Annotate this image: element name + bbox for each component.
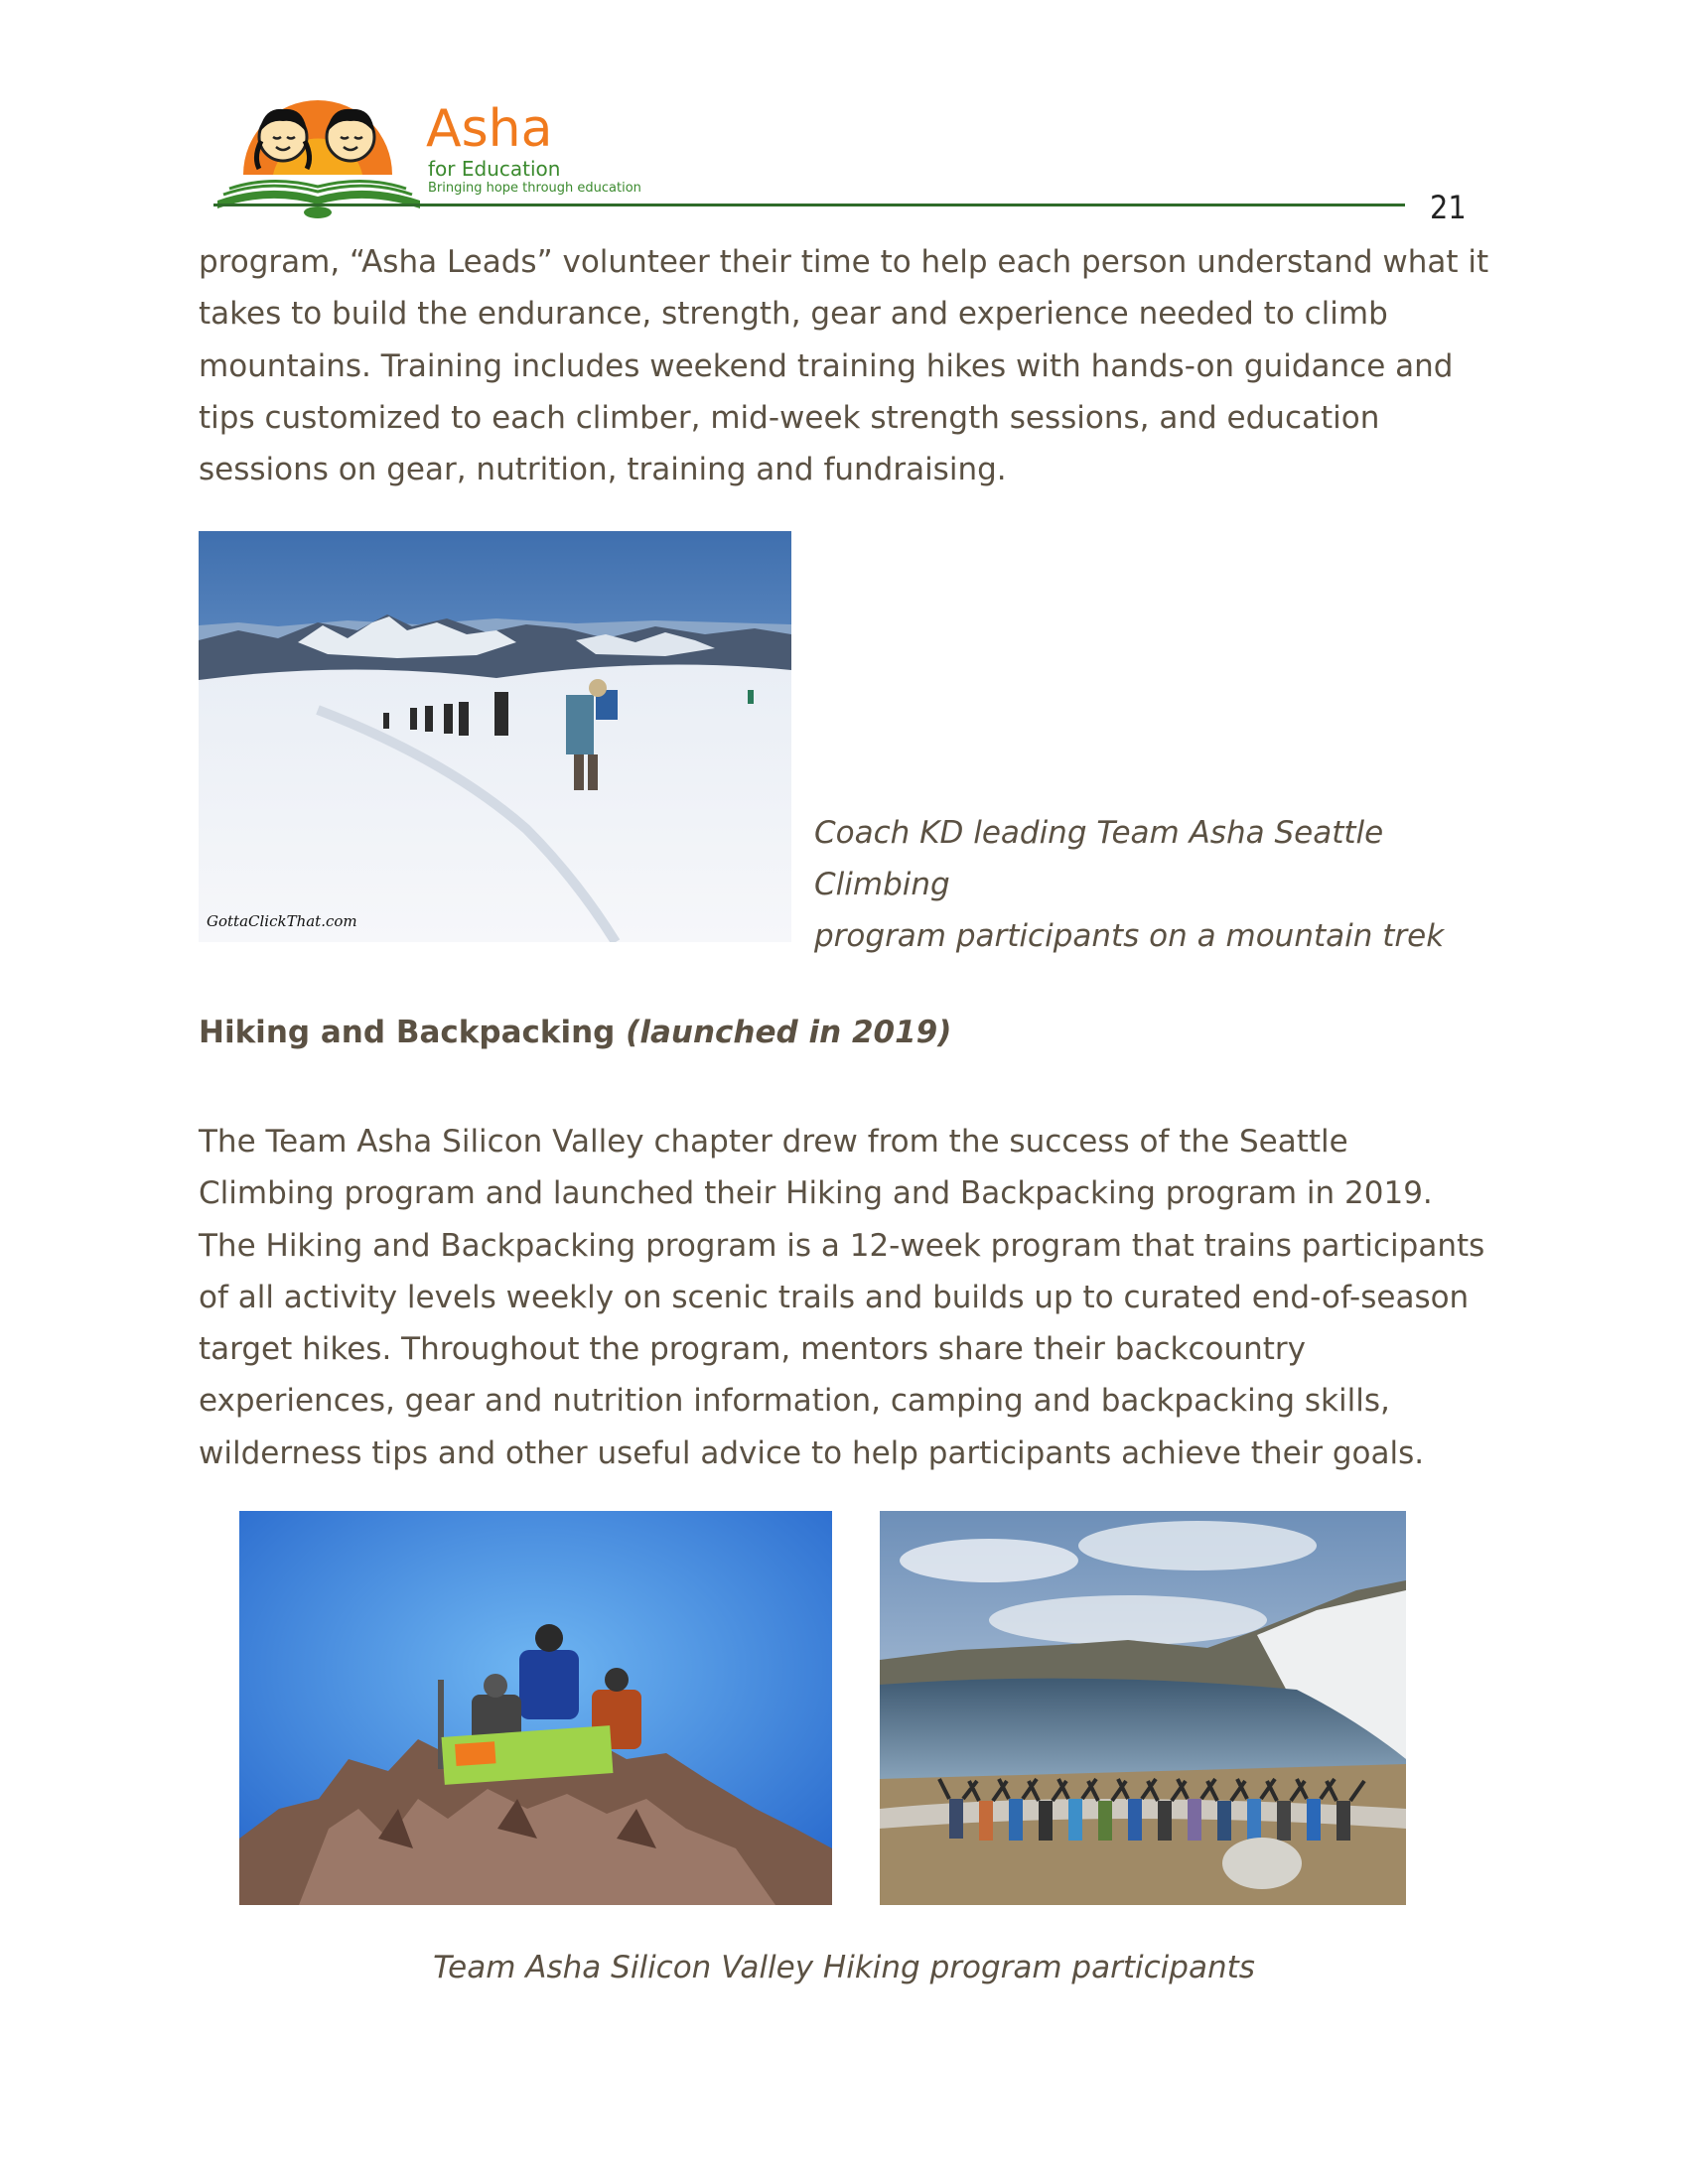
summit-photo [239, 1511, 832, 1905]
section-heading [199, 1015, 951, 1051]
mountain-trek-photo [199, 531, 791, 942]
trek-photo-caption [814, 807, 1509, 962]
logo-name: Asha [426, 99, 553, 159]
logo-tagline: Bringing hope through education [428, 181, 641, 196]
lake-photo [880, 1511, 1406, 1905]
page-number: 21 [1430, 189, 1467, 226]
photo-watermark: GottaClickThat.com [207, 912, 357, 930]
trek-caption-line-1: Coach KD leading Team Asha Seattle Climbing [814, 815, 1384, 902]
body-paragraph-1: program, “Asha Leads” volunteer their time to help each person understand what it takes to build the endurance, strength, gear and experience needed to climb mountains. Training includes weekend training hikes with hands-on guidance and tips customized to each climber, mid-week strength sessions, and education sessions on gear, nutrition, training and fundraising. [199, 244, 1489, 488]
section-heading-note: (launched in 2019) [626, 1015, 952, 1050]
section-heading-title: Hiking and Backpacking [199, 1015, 616, 1050]
body-paragraph-2: The Team Asha Silicon Valley chapter drew from the success of the Seattle Climbing program and launched their Hiking and Backpacking program in 2019. The Hiking and Backpacking program is a 12-week program that trains participants of all activity levels weekly on scenic trails and builds up to curated end-of-season target hikes. Throughout the program, mentors share their backcountry experiences, gear and nutrition information, camping and backpacking skills, wilderness tips and other useful advice to help participants achieve their goals. [199, 1124, 1485, 1471]
header-divider [213, 204, 1405, 206]
trek-caption-line-2: program participants on a mountain trek [814, 918, 1445, 954]
hiking-photos-caption: Team Asha Silicon Valley Hiking program participants [433, 1950, 1255, 1985]
logo-subtitle: for Education [428, 157, 561, 181]
logo-emblem-icon [213, 97, 427, 218]
asha-logo [213, 97, 670, 218]
